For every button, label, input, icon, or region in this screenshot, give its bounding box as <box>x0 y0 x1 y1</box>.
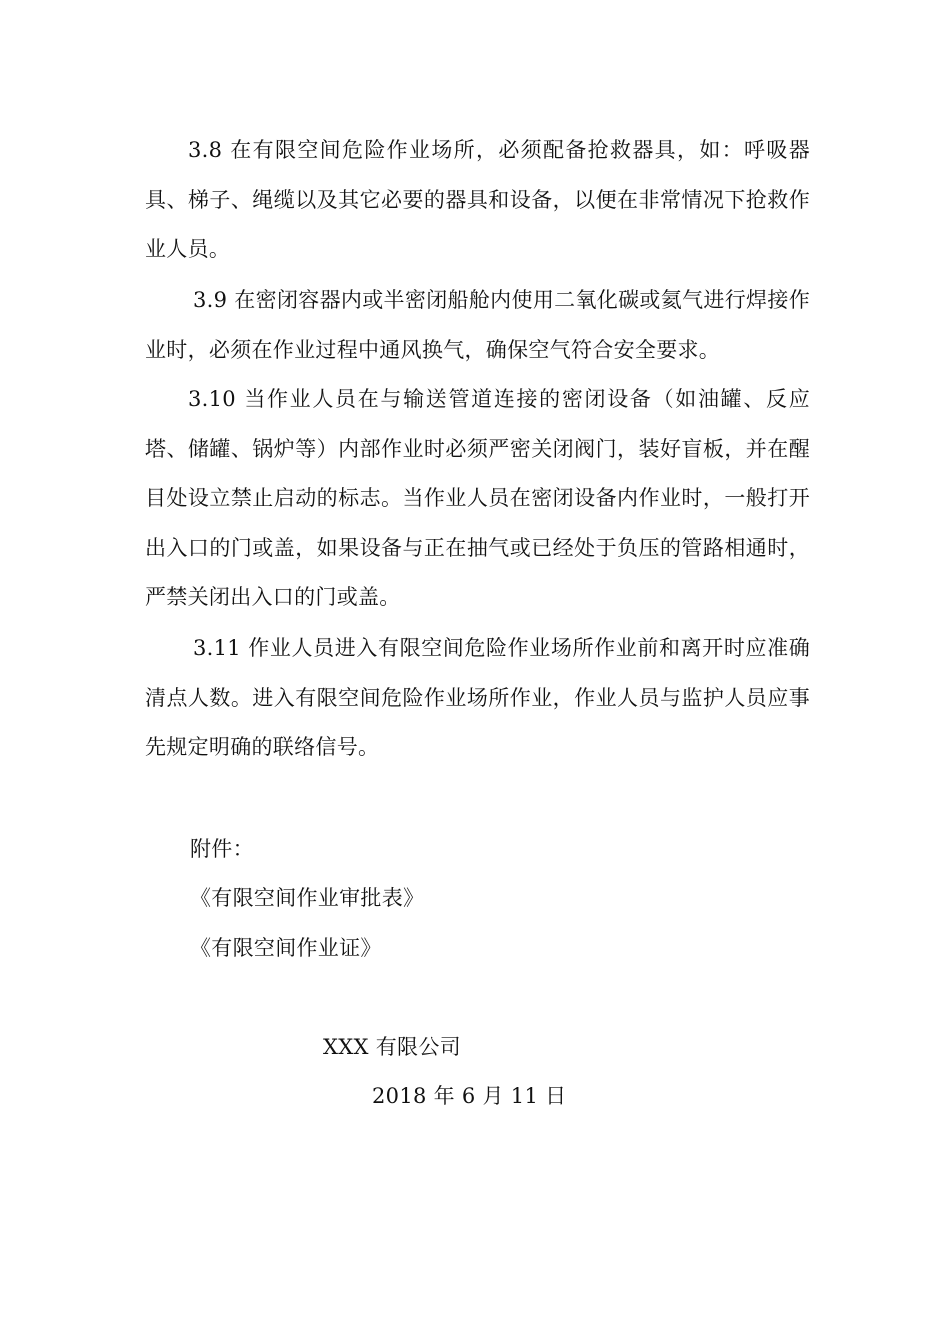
attachment-item: 《有限空间作业证》 <box>190 936 382 960</box>
clause-3-11: 3.11 作业人员进入有限空间危险作业场所作业前和离开时应准确清点人数。进入有限空间危险作业场所作业，作业人员与监护人员应事先规定明确的联络信号。 <box>145 636 810 759</box>
attachment-item: 《有限空间作业审批表》 <box>190 886 425 910</box>
clause-3-8: 3.8 在有限空间危险作业场所，必须配备抢救器具，如：呼吸器具、梯子、绳缆以及其它必要的器具和设备，以便在非常情况下抢救作业人员。 <box>145 138 810 261</box>
document-date: 2018 年 6 月 11 日 <box>372 1084 567 1108</box>
company-name: XXX 有限公司 <box>323 1035 461 1059</box>
clause-3-9: 3.9 在密闭容器内或半密闭船舱内使用二氧化碳或氦气进行焊接作业时，必须在作业过程中通风换气，确保空气符合安全要求。 <box>145 288 810 362</box>
attachments-label: 附件： <box>190 837 254 861</box>
clause-3-10: 3.10 当作业人员在与输送管道连接的密闭设备（如油罐、反应塔、储罐、锅炉等）内部作业时必须严密关闭阀门，装好盲板，并在醒目处设立禁止启动的标志。当作业人员在密闭设备内作业时，一般打开出入口的门或盖，如果设备与正在抽气或已经处于负压的管路相通时，严禁关闭出入口的门或盖。 <box>145 387 810 609</box>
